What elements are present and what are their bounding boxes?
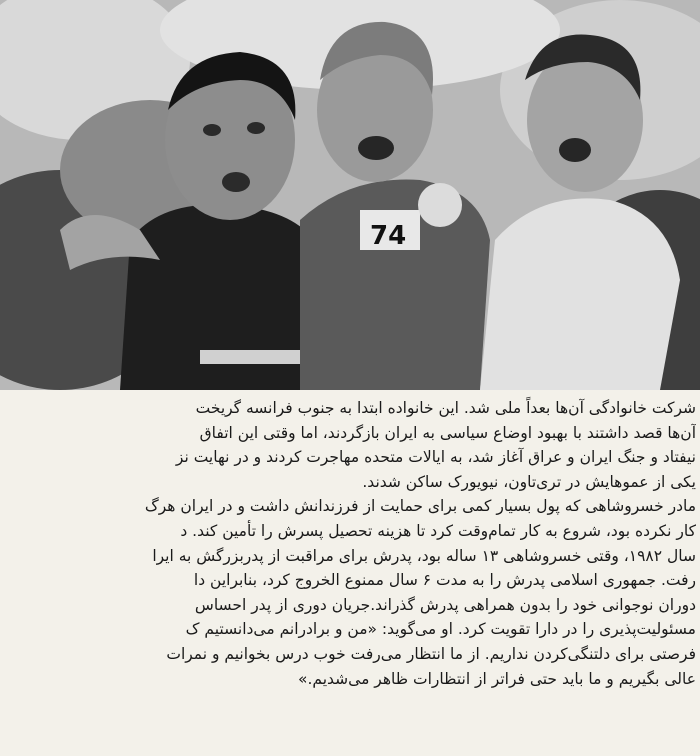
text-line: دوران نوجوانی خود را بدون همراهی پدرش گذراند.جریان دوری از پدر احساس xyxy=(194,595,696,614)
text-line: کار نکرده بود، شروع به کار تمام‌وقت کرد تا هزینه تحصیل پسرش را تأمین کند. د xyxy=(180,521,696,540)
text-line: فرصتی برای دلتنگی‌کردن نداریم. از ما انتظار می‌رفت خوب درس بخوانیم و نمرات xyxy=(166,644,696,663)
text-line: نیفتاد و جنگ ایران و عراق آغاز شد، به ایالات متحده مهاجرت کردند و در نهایت نز xyxy=(175,448,696,467)
text-line: آن‌ها قصد داشتند با بهبود اوضاع سیاسی به ایران بازگردند، اما وقتی این اتفاق xyxy=(199,423,696,442)
race-bib-number: 74 xyxy=(370,221,407,251)
paragraph-2 xyxy=(6,494,696,691)
text-line: شرکت خانوادگی آن‌ها بعداً ملی شد. این خانواده ابتدا به جنوب فرانسه گریخت xyxy=(195,399,696,417)
text-line: یکی از عموهایش در تری‌تاون، نیویورک ساکن شدند. xyxy=(362,472,696,491)
body-text xyxy=(6,396,696,752)
text-line: سال ۱۹۸۲، وقتی خسروشاهی ۱۳ ساله بود، پدرش برای مراقبت از پدربزرگش به ایرا xyxy=(152,546,696,565)
text-line: عالی بگیریم و ما باید حتی فراتر از انتظارات ظاهر می‌شدیم.» xyxy=(297,669,696,688)
text-line: مادر خسروشاهی که پول بسیار کمی برای حمایت از فرزندانش داشت و در ایران هرگ xyxy=(144,497,696,516)
text-line: مسئولیت‌پذیری را در دارا تقویت کرد. او می‌گوید: «من و برادرانم می‌دانستیم ک xyxy=(185,620,696,639)
text-line: رفت. جمهوری اسلامی پدرش را به مدت ۶ سال ممنوع الخروج کرد، بنابراین دا xyxy=(193,571,696,590)
paragraph-1 xyxy=(6,396,696,494)
